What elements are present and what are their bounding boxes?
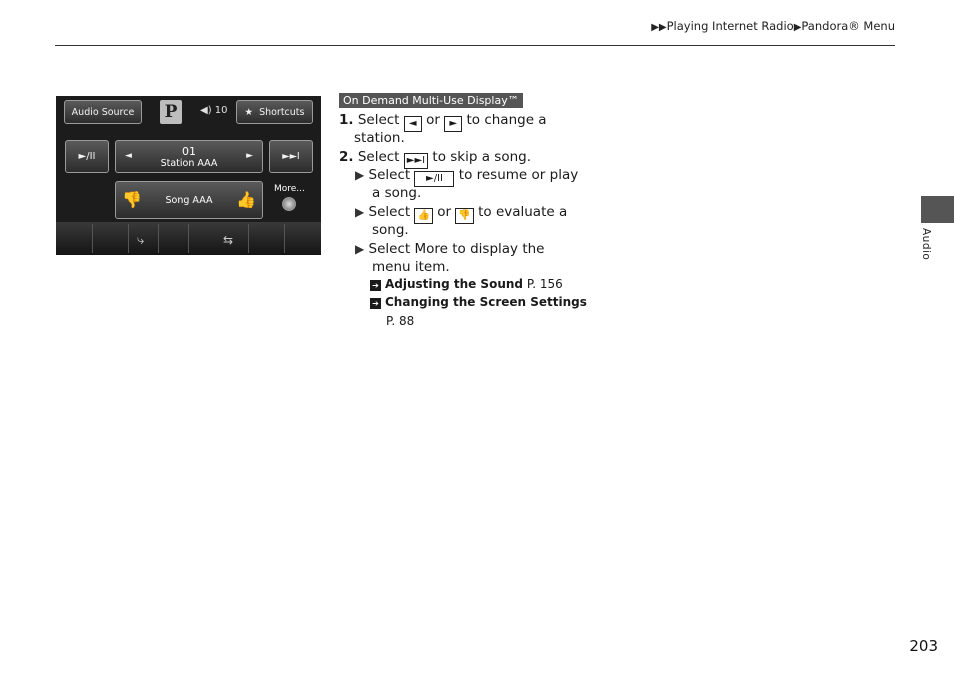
shortcuts-button — [236, 100, 313, 124]
breadcrumb-part1: Playing Internet Radio — [666, 19, 794, 33]
step-text: to change a — [466, 112, 547, 128]
substep-more-line2: menu item. — [372, 259, 450, 275]
pandora-logo: P — [160, 100, 182, 124]
station-number: 01 — [182, 145, 196, 158]
prev-button-icon: ◄ — [404, 116, 422, 132]
more-label: More... — [274, 184, 305, 194]
arrow-icon: ▶ — [793, 22, 802, 33]
bullet-arrow-icon: ▶ — [355, 242, 365, 256]
thumbs-up-icon: 👍 — [414, 208, 432, 224]
step-number: 1. — [339, 112, 354, 128]
chapter-tab — [921, 196, 954, 223]
strip-cell — [92, 224, 128, 253]
cross-reference-icon: ➔ — [370, 280, 381, 291]
next-station-icon: ► — [246, 151, 253, 161]
step-text: Select — [368, 167, 411, 183]
song-name: Song AAA — [165, 195, 213, 206]
bullet-arrow-icon: ▶ — [355, 168, 365, 182]
step-text: to resume or play — [458, 167, 579, 183]
substep-more — [355, 240, 544, 258]
step-text: Select — [368, 204, 411, 220]
xref-title: Changing the Screen Settings — [385, 295, 587, 309]
play-pause-button: ►/II — [65, 140, 109, 173]
strip-cell — [284, 224, 321, 253]
more-knob-icon — [282, 197, 296, 211]
play-pause-button-icon: ►/II — [414, 171, 454, 187]
step-text: or — [426, 112, 440, 128]
shortcuts-label: Shortcuts — [259, 106, 305, 118]
step-text: to evaluate a — [478, 204, 568, 220]
cross-reference-icon: ➔ — [370, 298, 381, 309]
recirculation-icon: ⇆ — [188, 224, 248, 253]
thumbs-down-icon: 👎 — [122, 190, 142, 209]
substep-evaluate-line2: song. — [372, 222, 409, 238]
more-label: More — [414, 241, 448, 257]
step-text: Select — [357, 149, 400, 165]
xref-adjusting-sound[interactable] — [370, 277, 563, 291]
thumbs-down-icon: 👎 — [455, 208, 473, 224]
page-number: 203 — [909, 637, 938, 655]
chapter-label: Audio — [920, 228, 932, 261]
next-button-icon: ► — [444, 116, 462, 132]
audio-source-button: Audio Source — [64, 100, 142, 124]
skip-button-icon: ►►I — [404, 153, 428, 169]
xref-page: P. 156 — [526, 277, 563, 291]
step-text: Select — [357, 112, 400, 128]
xref-page: P. 88 — [386, 314, 415, 328]
thumbs-up-icon: 👍 — [236, 190, 256, 209]
strip-cell — [248, 224, 284, 253]
speaker-icon: ◀) — [200, 105, 212, 116]
bullet-arrow-icon: ▶ — [355, 205, 365, 219]
xref-title: Adjusting the Sound — [385, 277, 523, 291]
header-rule — [55, 45, 895, 46]
step-1-line2: station. — [354, 130, 405, 146]
step-text: or — [437, 204, 452, 220]
section-heading: On Demand Multi-Use Display™ — [339, 93, 523, 108]
step-text: Select — [368, 241, 411, 257]
breadcrumb-part2: Pandora® Menu — [801, 19, 895, 33]
step-text: to skip a song. — [432, 149, 532, 165]
xref-screen-settings[interactable] — [370, 295, 587, 309]
strip-cell — [158, 224, 188, 253]
prev-station-icon: ◄ — [125, 151, 132, 161]
step-text: to display the — [452, 241, 545, 257]
station-selector — [115, 140, 263, 173]
breadcrumb — [651, 19, 895, 33]
star-icon: ★ — [244, 106, 260, 118]
mode-seat-icon: ⤷ — [128, 224, 158, 253]
substep-resume-line2: a song. — [372, 185, 422, 201]
volume-indicator — [200, 105, 228, 116]
arrow-icon: ▶▶ — [651, 22, 667, 33]
volume-level: 10 — [214, 105, 228, 116]
station-name: Station AAA — [160, 158, 218, 169]
step-number: 2. — [339, 149, 354, 165]
song-panel — [115, 181, 263, 219]
display-screenshot — [56, 96, 321, 255]
skip-button: ►►I — [269, 140, 313, 173]
